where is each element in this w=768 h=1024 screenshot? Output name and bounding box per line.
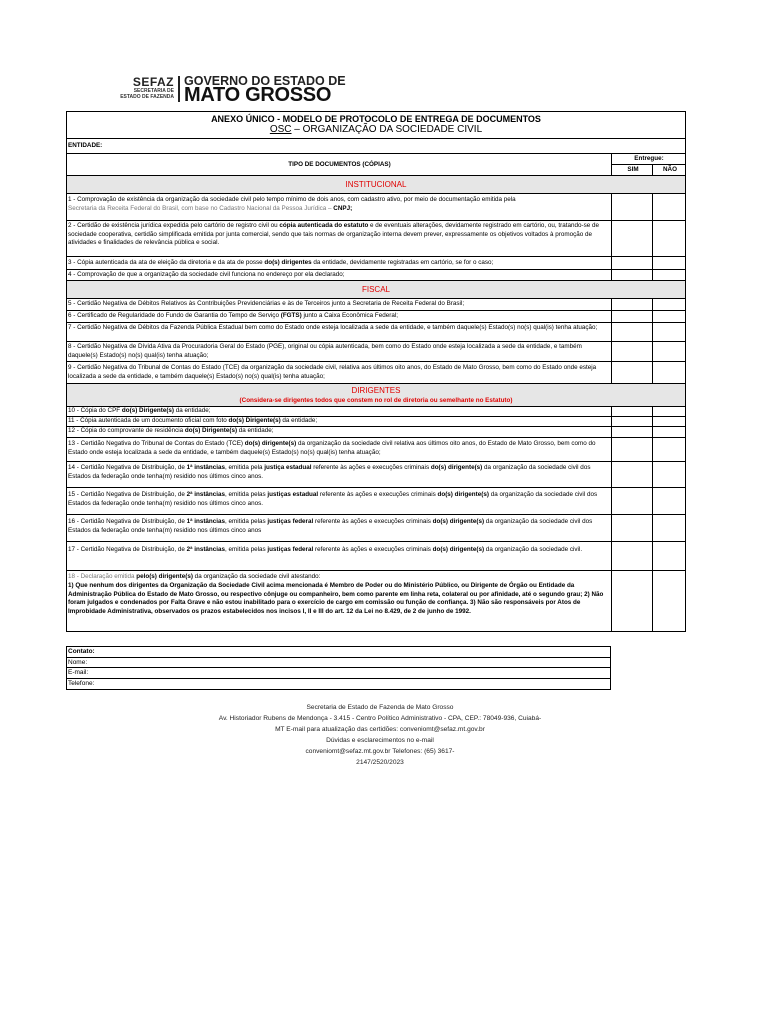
document-item-4: 4 - Comprovação de que a organização da sociedade civil funciona no endereço por ela declarado; bbox=[68, 271, 345, 278]
footer-line-2: Av. Historiador Rubens de Mendonça - 3.415 - Centro Político Administrativo - CPA, CEP.: 78049-936, Cuiabá- bbox=[218, 715, 542, 722]
table-row bbox=[67, 299, 685, 311]
table-row bbox=[67, 515, 685, 542]
item-8-sim-cell[interactable] bbox=[611, 342, 652, 361]
document-item-14: 14 - Certidão Negativa de Distribuição, de 1ª instâncias, emitida pela justiça estadual referente às ações e execuções criminais do(s) dirigente(s) da organização da sociedade civil dos Estados da federação onde tenha(m) residido nos últimos cinco anos. bbox=[68, 464, 591, 480]
government-logo bbox=[184, 75, 346, 104]
contact-email-field[interactable]: E-mail: bbox=[67, 668, 610, 679]
footer-line-6: 2147/2520/2023 bbox=[356, 759, 404, 766]
table-row bbox=[67, 311, 685, 323]
document-checklist-table bbox=[66, 111, 686, 632]
item-10-nao-cell[interactable] bbox=[652, 407, 685, 416]
table-row bbox=[67, 323, 685, 342]
sefaz-name: SEFAZ bbox=[132, 75, 174, 89]
document-item-10: 10 - Cópia do CPF do(s) Dirigente(s) da entidade; bbox=[68, 407, 211, 414]
item-18-nao-cell[interactable] bbox=[652, 571, 685, 631]
item-15-sim-cell[interactable] bbox=[611, 488, 652, 514]
entidade-label: ENTIDADE: bbox=[68, 142, 103, 149]
item-7-nao-cell[interactable] bbox=[652, 323, 685, 341]
document-item-2: 2 - Certidão de existência jurídica expedida pelo cartório de registro civil ou cópia autenticada do estatuto e de eventuais alterações, devidamente registrado em cartório, ou, tratando-se de sociedade cooperativa, certidão simplificada emitida por junta comercial, sendo que tais normas de organização interna devem prever, expressamente os objetivos voltados à promoção de atividades e finalidades de relevância pública e social. bbox=[68, 222, 599, 246]
form-subtitle-rest: ORGANIZAÇÃO DA SOCIEDADE CIVIL bbox=[302, 124, 483, 135]
sim-header: SIM bbox=[627, 166, 639, 173]
document-item-12: 12 - Cópia do comprovante de residência do(s) Dirigente(s) da entidade; bbox=[68, 427, 274, 434]
table-row bbox=[67, 257, 685, 270]
item-9-sim-cell[interactable] bbox=[611, 362, 652, 383]
sefaz-subtitle-2: ESTADO DE FAZENDA bbox=[120, 94, 174, 100]
document-item-7: 7 - Certidão Negativa de Débitos da Fazenda Pública Estadual bem como do Estado onde esteja localizada a sede da entidade, e também daquele(s) Estado(s) no(s) qual(is) tenha atuação; bbox=[68, 324, 598, 331]
item-11-nao-cell[interactable] bbox=[652, 417, 685, 426]
item-10-sim-cell[interactable] bbox=[611, 407, 652, 416]
table-row bbox=[67, 194, 685, 221]
item-5-sim-cell[interactable] bbox=[611, 299, 652, 310]
item-9-nao-cell[interactable] bbox=[652, 362, 685, 383]
document-item-6: 6 - Certificado de Regularidade do Fundo de Garantia do Tempo de Serviço (FGTS) junto a Caixa Econômica Federal; bbox=[68, 312, 398, 319]
item-3-nao-cell[interactable] bbox=[652, 257, 685, 269]
item-17-sim-cell[interactable] bbox=[611, 542, 652, 570]
item-6-sim-cell[interactable] bbox=[611, 311, 652, 322]
sefaz-logo bbox=[112, 76, 174, 100]
item-1-sim-cell[interactable] bbox=[611, 194, 652, 220]
document-item-5: 5 - Certidão Negativa de Débitos Relativos às Contribuições Previdenciárias e às de Terceiros junto a Secretaria de Receita Federal do Brasil; bbox=[68, 300, 465, 307]
government-line-1: GOVERNO DO ESTADO DE bbox=[184, 74, 346, 88]
footer bbox=[170, 702, 590, 768]
entregue-header: Entregue: bbox=[612, 154, 685, 165]
table-row bbox=[67, 221, 685, 257]
table-header-row bbox=[67, 154, 685, 176]
item-4-nao-cell[interactable] bbox=[652, 270, 685, 280]
item-16-nao-cell[interactable] bbox=[652, 515, 685, 541]
item-4-sim-cell[interactable] bbox=[611, 270, 652, 280]
item-3-sim-cell[interactable] bbox=[611, 257, 652, 269]
section-institucional: INSTITUCIONAL bbox=[67, 176, 685, 194]
item-1-nao-cell[interactable] bbox=[652, 194, 685, 220]
contact-phone-field[interactable]: Telefone: bbox=[68, 679, 95, 687]
document-item-8: 8 - Certidão Negativa de Dívida Ativa da Procuradoria Geral do Estado (PGE), original ou cópia autenticada, bem como do Estado onde esteja localizada a sede da entidade, e também daquele(s) Estado(s) no(s) qual(is) tenha atuação; bbox=[68, 343, 582, 359]
table-row bbox=[67, 488, 685, 515]
item-2-nao-cell[interactable] bbox=[652, 221, 685, 256]
table-row bbox=[67, 342, 685, 362]
form-title: ANEXO ÚNICO - MODELO DE PROTOCOLO DE ENTREGA DE DOCUMENTOS bbox=[211, 114, 541, 124]
item-11-sim-cell[interactable] bbox=[611, 417, 652, 426]
item-6-nao-cell[interactable] bbox=[652, 311, 685, 322]
table-row bbox=[67, 427, 685, 438]
item-2-sim-cell[interactable] bbox=[611, 221, 652, 256]
contact-name-field[interactable]: Nome: bbox=[67, 658, 610, 669]
contact-label: Contato: bbox=[67, 647, 610, 658]
nao-header: NÃO bbox=[663, 166, 677, 173]
sefaz-subtitle-1: SECRETARIA DE bbox=[133, 88, 174, 94]
item-17-nao-cell[interactable] bbox=[652, 542, 685, 570]
form-title-row bbox=[67, 112, 685, 139]
item-7-sim-cell[interactable] bbox=[611, 323, 652, 341]
table-row bbox=[67, 571, 685, 631]
table-row bbox=[67, 462, 685, 488]
document-item-16: 16 - Certidão Negativa de Distribuição, de 1ª instâncias, emitida pelas justiças federal referente às ações e execuções criminais do(s) dirigente(s) da organização da sociedade civil dos Estados da federação onde tenha(m) residido nos últimos cinco anos bbox=[68, 518, 593, 534]
document-item-9: 9 - Certidão Negativa do Tribunal de Contas do Estado (TCE) da organização da sociedade civil, relativa aos últimos oito anos, do Estado de Mato Grosso, bem como do Estado onde esteja localizada a sede da entidade, e também daquele(s) Estado(s) no(s) qual(is) tenha atuação; bbox=[68, 364, 597, 380]
item-12-nao-cell[interactable] bbox=[652, 427, 685, 437]
form-subtitle bbox=[67, 124, 685, 136]
item-12-sim-cell[interactable] bbox=[611, 427, 652, 437]
section-dirigentes bbox=[67, 384, 685, 407]
entidade-row bbox=[67, 139, 685, 154]
form-subtitle-prefix: OSC bbox=[269, 124, 292, 135]
section-dirigentes-note: (Considera-se dirigentes todos que constem no rol de diretoria ou semelhante no Estatuto) bbox=[239, 397, 513, 404]
item-14-nao-cell[interactable] bbox=[652, 462, 685, 487]
form-subtitle-separator: – bbox=[291, 124, 303, 135]
table-row bbox=[67, 407, 685, 417]
document-item-3: 3 - Cópia autenticada da ata de eleição da diretoria e da ata de posse do(s) dirigentes da entidade, devidamente registradas em cartório, se for o caso; bbox=[68, 259, 494, 266]
government-line-2: MATO GROSSO bbox=[184, 84, 332, 106]
table-row bbox=[67, 270, 685, 281]
document-item-17: 17 - Certidão Negativa de Distribuição, de 2ª instâncias, emitida pelas justiças federal referente às ações e execuções criminais do(s) dirigente(s) da organização da sociedade civil. bbox=[68, 546, 583, 553]
tipo-documentos-header: TIPO DE DOCUMENTOS (CÓPIAS) bbox=[288, 161, 391, 168]
document-item-15: 15 - Certidão Negativa de Distribuição, de 2ª instâncias, emitida pelas justiças estadual referente às ações e execuções criminais do(s) dirigente(s) da organização da sociedade civil dos Estados da federação onde tenha(m) residido nos últimos cinco anos. bbox=[68, 491, 598, 507]
footer-line-3: MT E-mail para atualização das certidões: conveniomt@sefaz.mt.gov.br bbox=[275, 726, 485, 733]
table-row bbox=[67, 438, 685, 462]
footer-line-5: conveniomt@sefaz.mt.gov.br Telefones: (65) 3617- bbox=[305, 748, 455, 755]
contact-table bbox=[66, 646, 611, 690]
item-5-nao-cell[interactable] bbox=[652, 299, 685, 310]
section-dirigentes-title: DIRIGENTES bbox=[351, 386, 401, 395]
document-item-11: 11 - Cópia autenticada de um documento oficial com foto do(s) Dirigente(s) da entidade; bbox=[68, 417, 318, 424]
item-16-sim-cell[interactable] bbox=[611, 515, 652, 541]
item-14-sim-cell[interactable] bbox=[611, 462, 652, 487]
footer-line-4: Dúvidas e esclarecimentos no e-mail bbox=[326, 737, 434, 744]
logo-divider bbox=[178, 76, 180, 102]
table-row bbox=[67, 417, 685, 427]
document-item-1: 1 - Comprovação de existência da organização da sociedade civil pelo tempo mínimo de dois anos, com cadastro ativo, por meio de documentação emitida pela Secretaria da Receita Federal do Brasil, com base no Cadastro Nacional da Pessoa Jurídica – CNPJ; bbox=[68, 196, 516, 212]
item-15-nao-cell[interactable] bbox=[652, 488, 685, 514]
item-8-nao-cell[interactable] bbox=[652, 342, 685, 361]
document-item-18: 18 - Declaração emitida pelo(s) dirigente(s) da organização da sociedade civil atestando: 1) Que nenhum dos dirigentes da Organização da Sociedade Civil acima mencionada é Membro de Poder ou do Ministério Público, ou Dirigente de Órgão ou Entidade da Administração Pública do Estado de Mato Grosso, ou respectivo cônjuge ou companheiro, bem como parente em linha reta, colateral ou por afinidade, até o segundo grau; 2) Não foram julgados e condenados por Falta Grave e não estou inabilitado para o exercício de cargo em comissão ou função de confiança. 3) Não são responsáveis por Atos de Improbidade Administrativa, observados os prazos estabelecidos nos incisos I, II e III do art. 12 da Lei no 8.429, de 2 de junho de 1992. bbox=[68, 573, 604, 616]
section-fiscal: FISCAL bbox=[67, 281, 685, 299]
footer-line-1: Secretaria de Estado de Fazenda de Mato Grosso bbox=[306, 704, 454, 711]
item-18-sim-cell[interactable] bbox=[611, 571, 652, 631]
item-13-sim-cell[interactable] bbox=[611, 438, 652, 461]
item-13-nao-cell[interactable] bbox=[652, 438, 685, 461]
document-item-13: 13 - Certidão Negativa do Tribunal de Contas do Estado (TCE) do(s) dirigente(s) da organização da sociedade civil relativa aos últimos oito anos, do Estado de Mato Grosso, bem como do Estado onde esteja localizada a sede da entidade, e também daquele(s) Estado(s) no(s) qual(is) tenha atuação; bbox=[68, 440, 596, 456]
table-row bbox=[67, 362, 685, 384]
table-row bbox=[67, 542, 685, 571]
